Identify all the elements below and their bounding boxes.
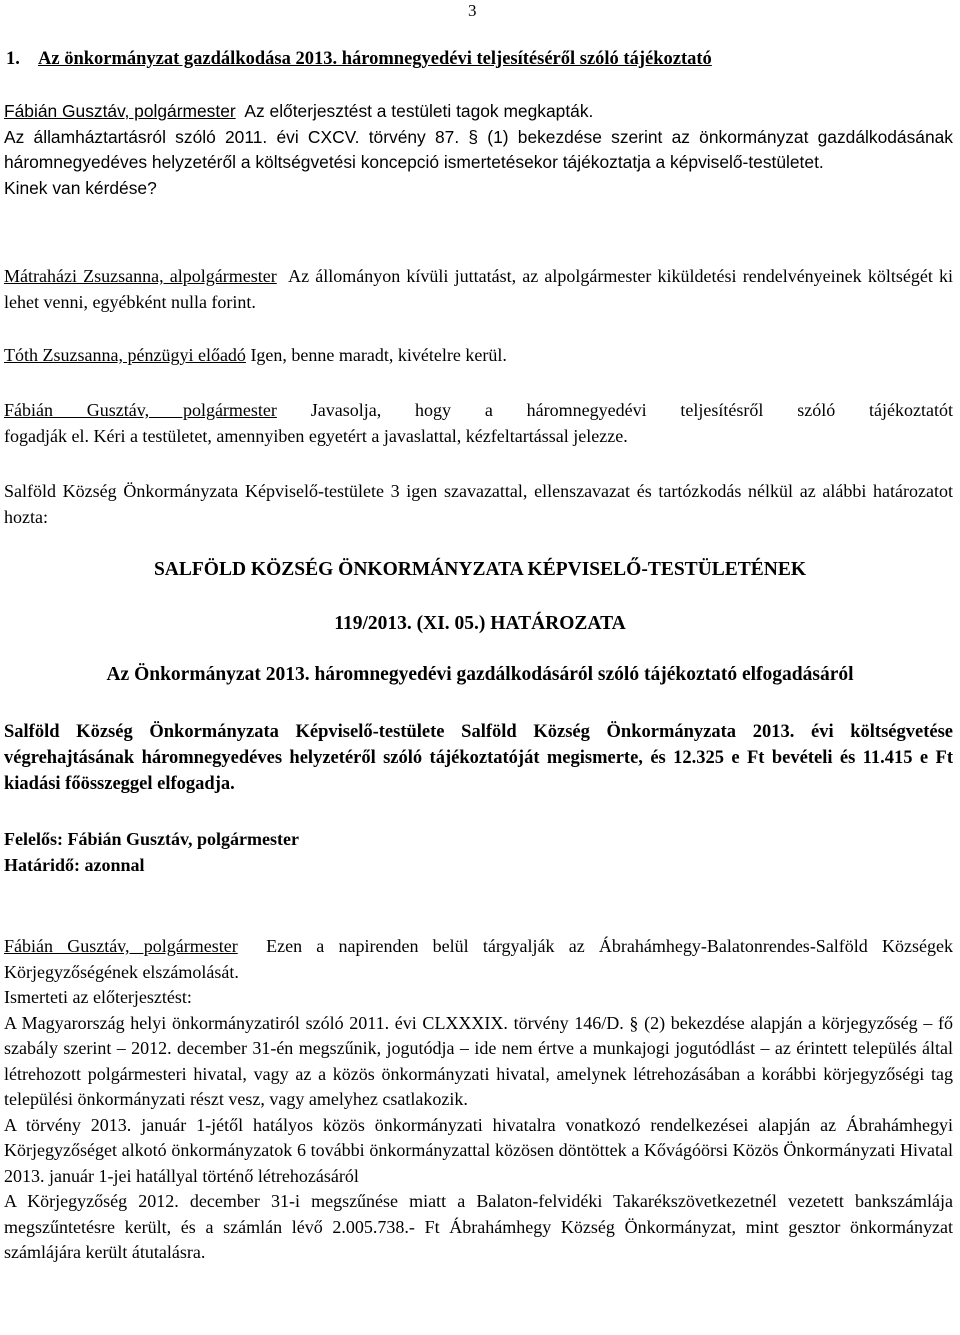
paragraph-line	[4, 398, 953, 424]
resolution-number: 119/2013. (XI. 05.) HATÁROZATA	[334, 613, 626, 634]
speaker-name: Fábián Gusztáv, polgármester	[4, 400, 277, 420]
speaker-name: Tóth Zsuzsanna, pénzügyi előadó	[4, 345, 246, 365]
speaker-name: Fábián Gusztáv, polgármester	[4, 936, 238, 956]
resolution-subject: Az Önkormányzat 2013. háromnegyedévi gazdálkodásáról szóló tájékoztató elfogadásáról	[106, 664, 854, 685]
resolution-deadline: Határidő: azonnal	[4, 855, 145, 875]
agenda-number: 1.	[6, 49, 20, 69]
resolution-body-title: SALFÖLD KÖZSÉG ÖNKORMÁNYZATA KÉPVISELŐ-TESTÜLETÉNEK	[153, 559, 807, 580]
paragraph-line	[4, 934, 953, 985]
body-text: A Magyarország helyi önkormányzatiról szóló 2011. évi CLXXXIX. törvény 146/D. § (2) bekezdése alapján a körjegyzőség – fő szabály szerint – 2012. december 31-én megszűnik, jogutódja – ide nem értve a munkajogi jogutódlást – az érintett település által létrehozott polgármesteri hivatal, vagy az a közös önkormányzati hivatal, amelynek létrehozásában a korábbi körjegyzőségi tag települési önkormányzati részt vesz, vagy amelyhez csatlakozik.	[4, 1012, 953, 1109]
resolution-text: Salföld Község Önkormányzata Képviselő-testülete Salföld Község Önkormányzata 2013. évi költségvetése végrehajtásának háromnegyedéves helyzetéről szóló tájékoztatóját megismerte, és 12.325 e Ft bevételi és 11.415 e Ft kiadási főösszeggel elfogadja.	[4, 722, 953, 794]
paragraph-mayor-proposal	[4, 398, 953, 449]
statement-text: Az állományon kívüli juttatást, az alpolgármester kiküldetési rendelvényeinek költségét ki lehet venni, egyébként nulla forint.	[4, 266, 953, 312]
paragraph-vote-result: Salföld Község Önkormányzata Képviselő-testülete 3 igen szavazattal, ellenszavazat és tartózkodás nélkül az alábbi határozatot hozta:	[4, 481, 953, 527]
statement-text: Az államháztartásról szóló 2011. évi CXCV. törvény 87. § (1) bekezdése szerint az önkormányzat gazdálkodásának háromnegyedéves helyzetéről a költségvetési koncepció ismertetésekor tájékoztatja a képviselő-testületet.	[4, 126, 953, 172]
statement-text: fogadják el. Kéri a testületet, amennyiben egyetért a javaslattal, kézfeltartással jelezze.	[4, 425, 628, 446]
paragraph-finance-officer	[4, 343, 953, 369]
speaker-name: Fábián Gusztáv, polgármester	[4, 101, 236, 121]
resolution-responsible: Felelős: Fábián Gusztáv, polgármester	[4, 829, 299, 849]
paragraph-line	[4, 99, 953, 125]
statement-text: Az előterjesztést a testületi tagok megkapták.	[244, 101, 594, 121]
statement-text: Igen, benne maradt, kivételre kerül.	[250, 345, 507, 365]
agenda-title: Az önkormányzat gazdálkodása 2013. háromnegyedévi teljesítéséről szóló tájékoztató	[38, 49, 712, 69]
question-text: Kinek van kérdése?	[4, 177, 157, 198]
intro-text: Ismerteti az előterjesztést:	[4, 987, 192, 1007]
body-text: A Körjegyzőség 2012. december 31-i megszűnése miatt a Balaton-felvidéki Takarékszövetkezetnél vezetett bankszámlája megszűntetésre került, és a számlán lévő 2.005.738.- Ft Ábrahámhegy Község Önkormányzat, mint gesztor önkormányzat számlájára került átutalásra.	[4, 1191, 953, 1262]
body-text: A törvény 2013. január 1-jétől hatályos közös önkormányzati hivatalra vonatkozó rendelkezései alapján az Ábrahámhegyi Körjegyzőséget alkotó önkormányzatok 6 további önkormányzattal közösen döntöttek a Kővágóörsi Közös Önkormányzati Hivatal 2013. január 1-jei hatállyal történő létrehozásáról	[4, 1114, 953, 1186]
paragraph-mayor-notary	[4, 934, 953, 1266]
statement-text: Javasolja, hogy a háromnegyedévi teljesítésről szóló tájékoztatót	[310, 400, 953, 420]
paragraph-deputy-mayor	[4, 264, 953, 315]
page-number: 3	[468, 1, 477, 20]
agenda-heading	[6, 49, 712, 70]
statement-text: Ezen a napirenden belül tárgyalják az Ábrahámhegy-Balatonrendes-Salföld Községek Körjegyzőségének elszámolását.	[4, 936, 953, 982]
speaker-name: Mátraházi Zsuzsanna, alpolgármester	[4, 266, 277, 286]
paragraph-mayor-intro	[4, 99, 953, 201]
